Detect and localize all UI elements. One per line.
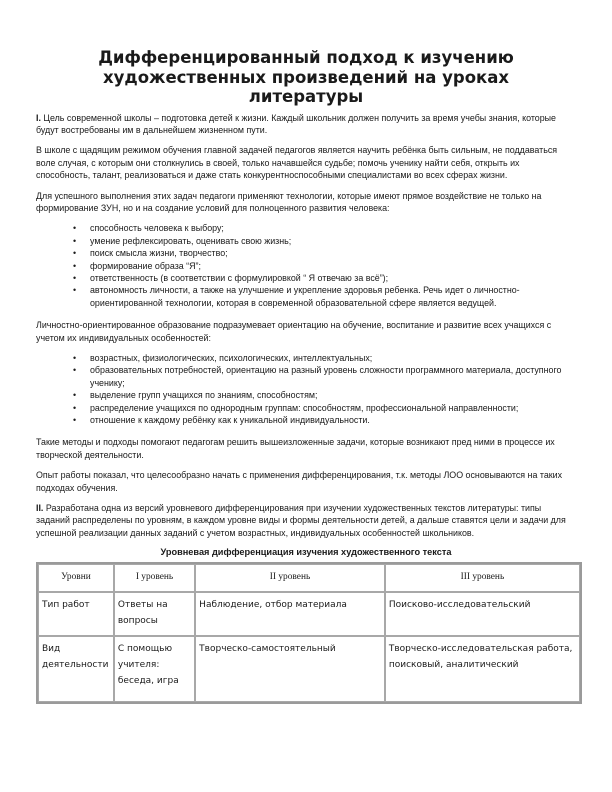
table-header-cell: II уровень [195,564,385,592]
paragraph-7 [36,502,576,539]
list-item: • ответственность (в соответствии с формулировкой “ Я отвечаю за всё”); [73,272,389,283]
bullet-list-1 [36,222,576,309]
paragraph-4: Личностно-ориентированное образование подразумевает ориентацию на обучение, воспитание и развитие всех учащихся с учетом их индивидуальных особенностей: [36,320,552,343]
list-item: • распределение учащихся по однородным группам: способностям, профессиональной направленности; [73,402,519,413]
bullet-icon: • [73,402,77,413]
table-cell: С помощью учителя: беседа, игра [114,636,195,702]
table-caption: Уровневая дифференциация изучения художественного текста [160,547,452,558]
table-header-cell: III уровень [385,564,580,592]
list-item: • умение рефлексировать, оценивать свою жизнь; [73,235,292,246]
bullet-icon: • [73,365,77,376]
list-item: • образовательных потребностей, ориентацию на разный уровень сложности программного материала, доступного ученику; [73,365,562,388]
list-item: • отношение к каждому ребёнку как к уникальной индивидуальности. [73,415,370,426]
paragraph-6: Опыт работы показал, что целесообразно начать с применения дифференцирования, т.к. методы ЛОО основываются на таких подходах обучения. [36,470,563,493]
paragraph-7-text: Разработана одна из версий уровневого дифференцирования при изучении художественных текстов литературы: типы заданий распределены по уровням, в каждом уровне виды и формы деятельности детей, а дальше ставятся цели и задачи для успешной реализации данных заданий с учетом возрастных, индивидуальных особенностей школьников. [36,503,566,538]
section-marker-2: II. [36,503,44,514]
section-marker-1: I. [36,112,41,123]
bullet-icon: • [73,353,77,363]
table-cell: Ответы на вопросы [114,592,195,636]
table-header-cell: Уровни [38,564,114,592]
bullet-icon: • [73,272,77,283]
bullet-icon: • [73,390,77,401]
bullet-icon: • [73,285,77,296]
paragraph-2: В школе с щадящим режимом обучения главной задачей педагогов является научить ребёнка быть сильным, не поддаваться воле случая, с которым они столкнулись в своей, только начавшейся судьбе; помочь ученику найти себя, открыть их способность, талант, реализоваться и даже стать конкурентноспособными специалистами во всех сферах жизни. [36,145,558,181]
table-row [38,636,580,702]
list-item: • формирование образа “Я”; [73,260,201,271]
paragraph-3: Для успешного выполнения этих задач педагоги применяют технологии, которые имеют прямое воздействие не только на формирование ЗУН, но и на создание условий для полноценного развития человека: [36,190,542,213]
paragraph-1 [36,112,576,137]
table-row [38,592,580,636]
table-cell: Вид деятельности [38,636,114,702]
bullet-list-2 [36,352,576,426]
table-cell: Поисково-исследовательский [385,592,580,636]
list-item: • поиск смысла жизни, творчество; [73,248,228,259]
table-cell: Тип работ [38,592,114,636]
list-item: • способность человека к выбору; [73,223,224,234]
bullet-icon: • [73,248,77,259]
list-item: • возрастных, физиологических, психологических, интеллектуальных; [73,353,373,363]
paragraph-5: Такие методы и подходы помогают педагогам решить вышеизложенные задачи, которые возникают пред ними в процессе их творческой деятельности. [36,437,555,460]
list-item: • выделение групп учащихся по знаниям, способностям; [73,390,318,401]
bullet-icon: • [73,223,77,234]
bullet-icon: • [73,235,77,246]
bullet-icon: • [73,260,77,271]
table-cell: Творческо-самостоятельный [195,636,385,702]
list-item: • автономность личности, а также на улучшение и укрепление здоровья ребенка. Речь идет о личностно-ориентированной технологии, которая в современной образовательной сфере является ведущей. [73,285,520,308]
table-cell: Творческо-исследовательская работа, поисковый, аналитический [385,636,580,702]
bullet-icon: • [73,415,77,426]
paragraph-1-text: Цель современной школы – подготовка детей к жизни. Каждый школьник должен получить за время учебы знания, которые будут востребованы им в дальнейшем жизненном пути. [36,112,556,135]
table-cell: Наблюдение, отбор материала [195,592,385,636]
table-header-row [38,564,580,592]
document-title: Дифференцированный подход к изучению художественных произведений на уроках литературы [98,48,514,106]
levels-table [36,562,582,704]
table-header-cell: I уровень [114,564,195,592]
